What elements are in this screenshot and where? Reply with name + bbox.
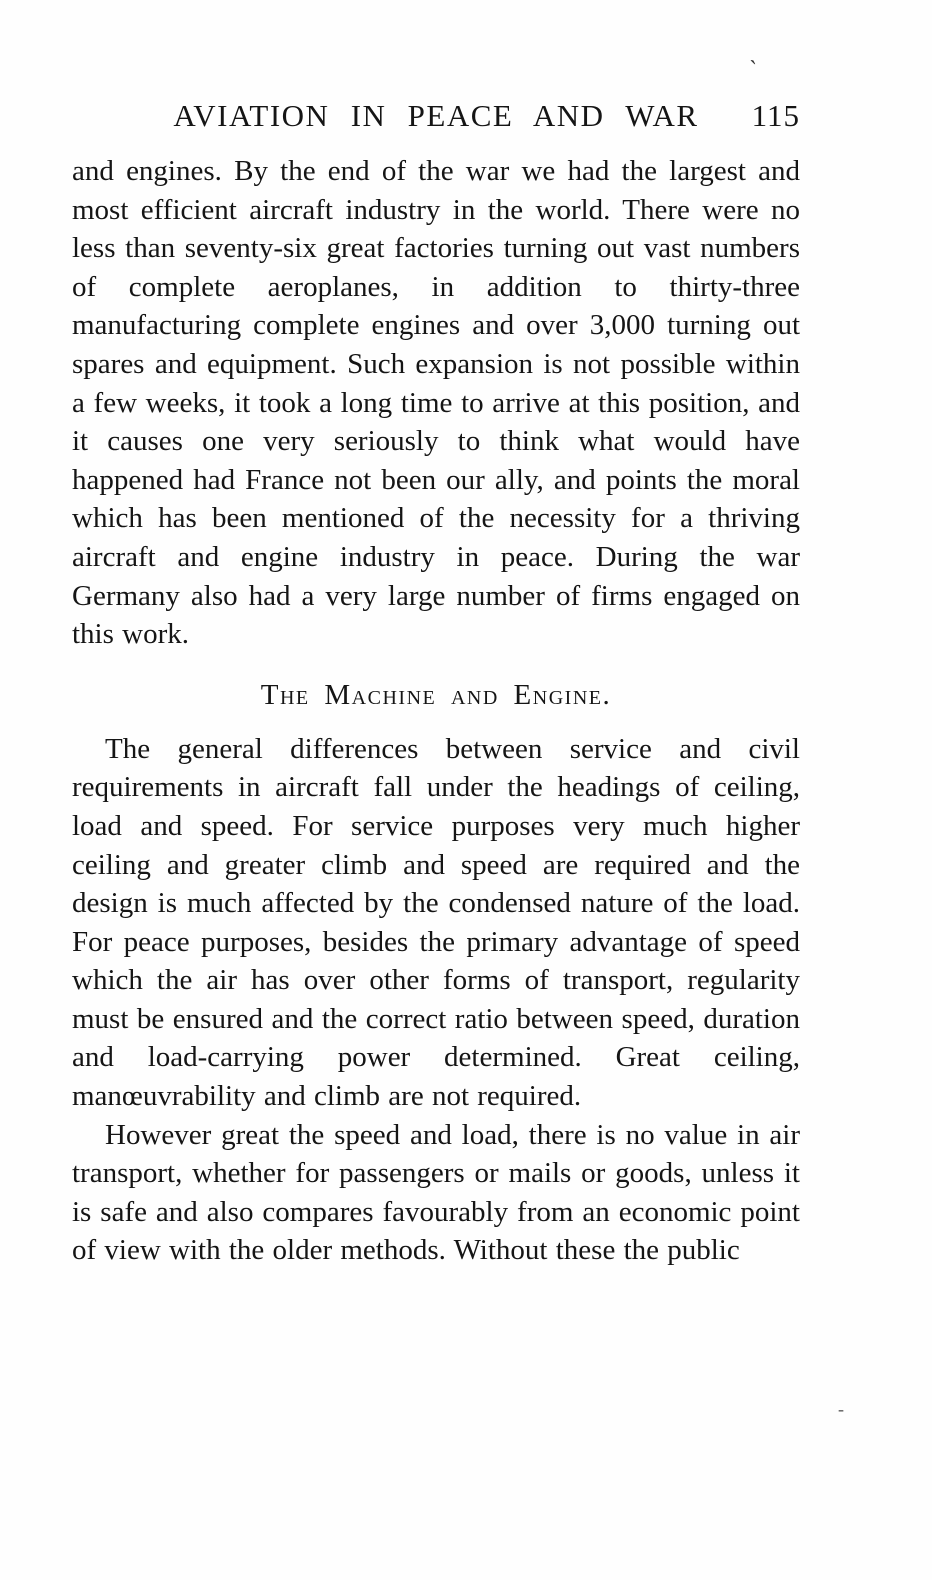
paragraph-service-vs-civil: The general differences between service and civil requirements in aircraft fall under the headings of ceiling, load and speed. For service purposes very much higher ceiling and greater climb and speed are required and the design is much affected by the condensed nature of the load. For peace purposes, besides the primary advantage of speed which the air has over other forms of transport, regularity must be ensured and the correct ratio between speed, duration and load-carrying power determined. Great ceiling, manœuvrability and climb are not required. [72, 732, 800, 1113]
running-title: AVIATION IN PEACE AND WAR [173, 98, 699, 133]
scan-artifact-top-mark: ` [746, 56, 758, 84]
scan-artifact-side-mark: - [838, 1399, 844, 1419]
section-heading-machine-and-engine: The Machine and Engine. [260, 678, 612, 711]
page-number: 115 [751, 98, 800, 133]
page-header [72, 96, 800, 136]
paragraph-aircraft-industry: and engines. By the end of the war we had the largest and most efficient aircraft industry in the world. There were no less than seventy-six great factories turning out vast numbers of complete aeroplanes, in addition to thirty-three manufacturing complete engines and over 3,000 turning out spares and equipment. Such expansion is not possible within a few weeks, it took a long time to arrive at this position, and it causes one very seriously to think what would have happened had France not been our ally, and points the moral which has been mentioned of the necessity for a thriving aircraft and engine industry in peace. During the war Germany also had a very large number of firms engaged on this work. [72, 155, 800, 651]
paragraph-air-transport-value: However great the speed and load, there is no value in air transport, whether for passengers or mails or goods, unless it is safe and also compares favourably from an economic point of view with the older methods. Without these the public [72, 1118, 800, 1267]
